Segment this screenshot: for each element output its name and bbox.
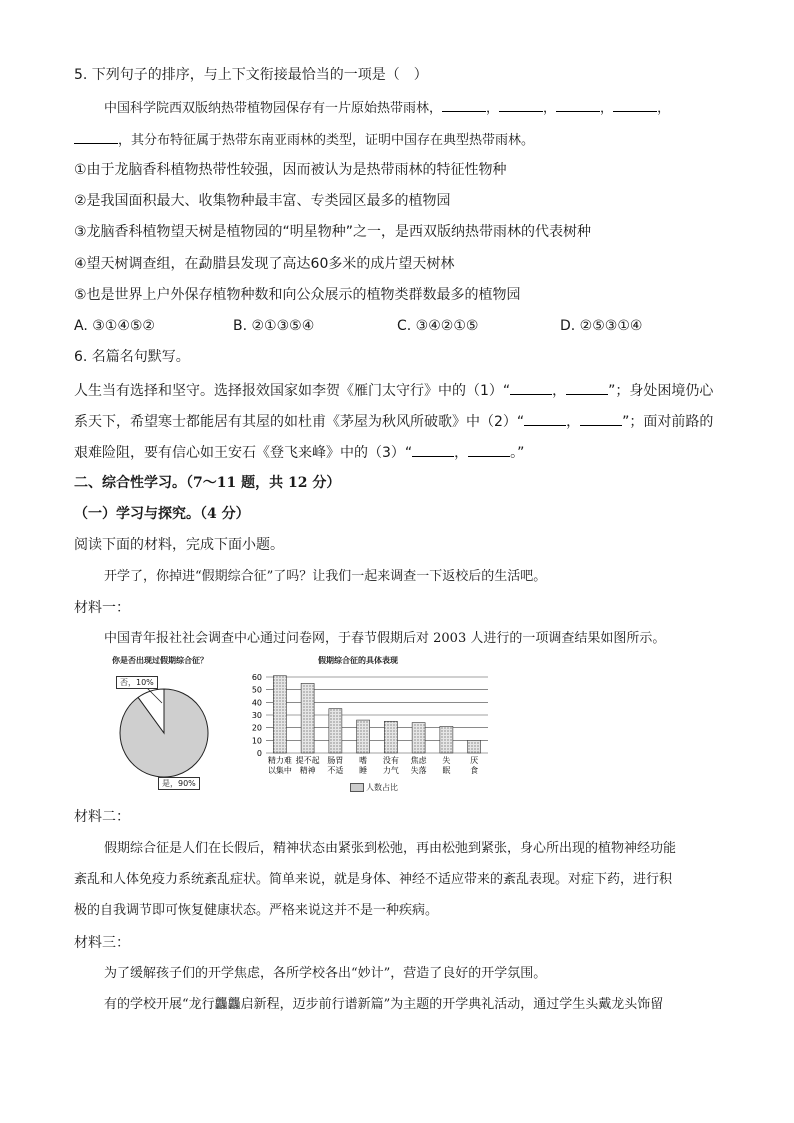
q5-sentence-4: ④望天树调查组，在勐腊县发现了高达60多米的成片望天树林 [74,256,455,272]
q5-option-d: D. ②⑤③①④ [560,318,643,334]
q6-text: 系天下，希望寒士都能居有其屋的如杜甫《茅屋为秋风所破歌》中（2）“ [74,414,525,430]
q6-text: 艰难险阻，要有信心如王安石《登飞来峰》中的（3）“ [74,445,413,461]
q5-sentence-5: ⑤也是世界上户外保存植物种数和向公众展示的植物类群数最多的植物园 [74,287,521,303]
x-tick-label: 以集中 [267,766,292,775]
intro-text: 开学了，你掉进“假期综合征”了吗？让我们一起来调查一下返校后的生活吧。 [104,569,547,584]
section-title: 二、综合性学习。（7～11 题，共 12 分） [74,475,341,491]
x-tick-label: 肠胃 [327,756,344,765]
q6-stem: 6. 名篇名句默写。 [74,349,190,365]
q5-sentence-2: ②是我国面积最大、收集物种最丰富、专类园区最多的植物园 [74,193,451,209]
x-tick-label: 没有 [382,756,399,765]
x-tick-label: 精力难 [267,756,292,765]
q5-passage-b: 其分布特征属于热带东南亚雨林的类型，证明中国存在典型热带雨林。 [131,133,535,148]
q5-passage-line2: ，其分布特征属于热带东南亚雨林的类型，证明中国存在典型热带雨林。 [74,129,534,150]
pie-chart-title: 你是否出现过假期综合征？ [112,656,208,665]
x-tick-label: 眠 [442,766,451,775]
pie-chart [112,655,230,795]
q5-passage-line1: 中国科学院西双版纳热带植物园保存有一片原始热带雨林， ， ， ， ， [104,97,670,118]
answer-blank [412,442,454,457]
answer-blank [499,97,543,112]
q6-text: ”；面对前路的 [622,414,714,430]
q6-text: 。” [510,445,525,461]
q6-line2: 系天下，希望寒士都能居有其屋的如杜甫《茅屋为秋风所破歌》中（2）“ ， ”；面对前路的 [74,411,713,431]
q5-sentence-3: ③龙脑香科植物望天树是植物园的“明星物种”之一，是西双版纳热带雨林的代表树种 [74,224,592,240]
q5-option-a: A. ③①④⑤② [74,318,155,334]
y-tick-label: 30 [251,711,262,720]
q5-passage-a: 中国科学院西双版纳热带植物园保存有一片原始热带雨林， [104,101,443,116]
x-tick-label: 不适 [327,766,344,775]
y-tick-label: 60 [251,673,262,682]
x-tick-label: 食 [470,766,479,775]
answer-blank [510,380,552,395]
material-1-label: 材料一： [74,600,130,616]
material-2-line3: 极的自我调节即可恢复健康状态。严格来说这并不是一种疾病。 [74,903,439,918]
material-2-label: 材料二： [74,809,130,825]
x-tick-label: 力气 [382,766,399,775]
q6-text: ”；身处困境仍心 [608,383,714,399]
y-tick-label: 10 [251,736,262,746]
bar [301,683,314,753]
q6-line3: 艰难险阻，要有信心如王安石《登飞来峰》中的（3）“ ， 。” [74,442,524,462]
q5-sentence-1: ①由于龙脑香科植物热带性较强，因而被认为是热带雨林的特征性物种 [74,162,507,178]
bar-chart-svg [240,655,500,797]
legend-swatch [350,783,364,792]
instruction: 阅读下面的材料，完成下面小题。 [74,537,284,553]
bar-chart [240,655,500,797]
material-2-line1: 假期综合征是人们在长假后，精神状态由紧张到松弛，再由松弛到紧张，身心所出现的植物神经功能 [104,841,677,856]
y-tick-label: 0 [256,749,262,758]
material-3-line2: 有的学校开展“龙行龘龘启新程，迈步前行谱新篇”为主题的开学典礼活动，通过学生头戴龙头饰留 [104,997,664,1012]
material-1-text: 中国青年报社社会调查中心通过问卷网，于春节假期后对 2003 人进行的一项调查结果如图所示。 [104,631,666,646]
q6-line1: 人生当有选择和坚守。选择报效国家如李贺《雁门太守行》中的（1）“ ， ”；身处困境仍心 [74,380,713,400]
x-tick-label: 焦虑 [410,756,427,765]
q5-option-c: C. ③④②①⑤ [397,318,479,334]
bar [440,726,453,753]
legend-label: 人数占比 [366,783,398,792]
x-tick-label: 厌 [470,756,479,765]
answer-blank [442,97,486,112]
subsection-title: （一）学习与探究。（4 分） [74,506,250,522]
bar [357,720,370,753]
pie-label-yes: 是，90% [158,777,200,790]
answer-blank [556,97,600,112]
q5-stem: 5. 下列句子的排序，与上下文衔接最恰当的一项是（ ） [74,67,428,83]
bar [329,709,342,753]
bar-chart-title: 假期综合征的具体表现 [318,656,398,665]
x-tick-label: 嗜 [359,756,368,765]
x-tick-label: 失 [442,756,451,765]
x-tick-label: 提不起 [295,756,320,765]
bar [384,721,397,753]
bar [412,723,425,753]
y-tick-label: 20 [251,723,262,733]
bar [273,676,286,753]
x-tick-label: 失落 [410,766,427,775]
pie-label-no: 否，10% [116,676,158,689]
answer-blank [613,97,657,112]
bar [468,740,481,753]
q6-text: 人生当有选择和坚守。选择报效国家如李贺《雁门太守行》中的（1）“ [74,383,511,399]
material-2-line2: 紊乱和人体免疫力系统紊乱症状。简单来说，就是身体、神经不适应带来的紊乱表现。对症下药，进行积 [74,872,673,887]
answer-blank [580,411,622,426]
y-tick-label: 40 [251,698,262,708]
x-tick-label: 精神 [299,766,316,775]
q5-option-b: B. ②①③⑤④ [233,318,315,334]
answer-blank [468,442,510,457]
x-tick-label: 睡 [359,766,368,775]
material-3-label: 材料三： [74,935,130,951]
answer-blank [524,411,566,426]
answer-blank [74,129,118,144]
material-3-line1: 为了缓解孩子们的开学焦虑，各所学校各出“妙计”，营造了良好的开学氛围。 [104,966,547,981]
answer-blank [566,380,608,395]
y-tick-label: 50 [251,685,262,695]
